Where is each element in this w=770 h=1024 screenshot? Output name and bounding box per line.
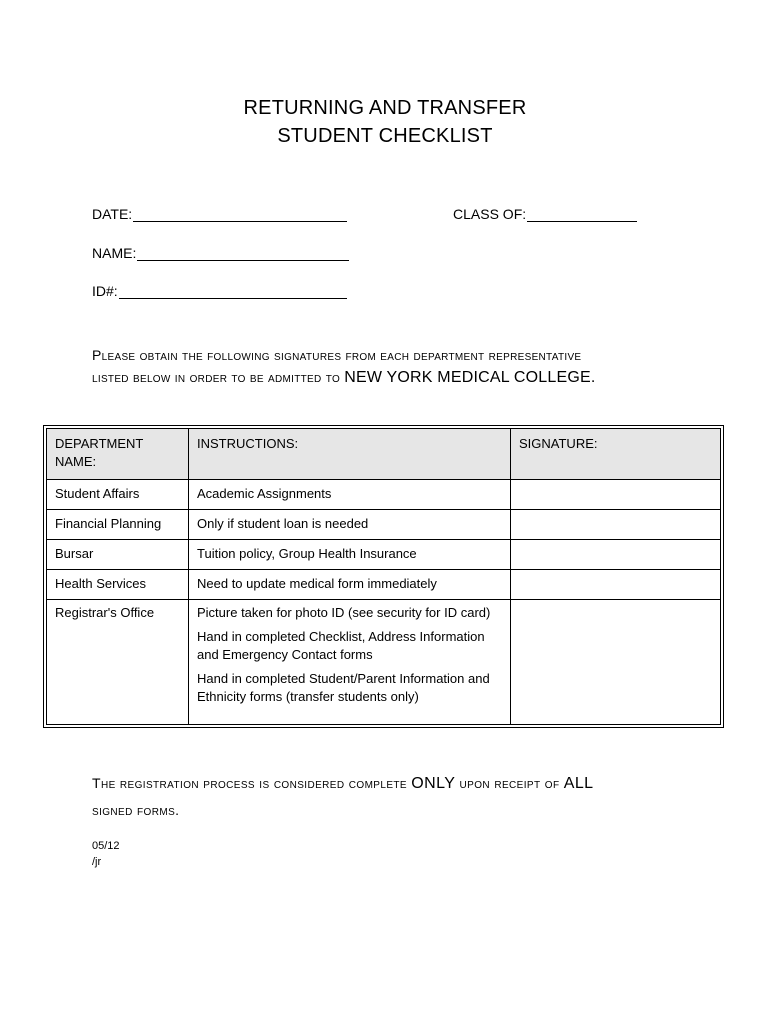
signature-table-frame	[43, 425, 724, 728]
note-only: ONLY	[411, 775, 456, 792]
instructions-cell: Tuition policy, Group Health Insurance	[189, 540, 511, 570]
table-row	[47, 570, 721, 600]
instructions-cell: Academic Assignments	[189, 480, 511, 510]
instructions-cell	[189, 600, 511, 725]
signature-cell[interactable]	[511, 510, 721, 540]
instruction-item: Hand in completed Student/Parent Information and Ethnicity forms (transfer students only)	[197, 671, 490, 704]
signature-cell[interactable]	[511, 540, 721, 570]
id-blank[interactable]	[119, 284, 347, 299]
instructions-cell: Need to update medical form immediately	[189, 570, 511, 600]
name-label: NAME:	[92, 245, 137, 261]
date-field[interactable]	[92, 206, 347, 222]
signature-cell[interactable]	[511, 570, 721, 600]
instruction-item: Hand in completed Checklist, Address Information and Emergency Contact forms	[197, 629, 485, 662]
header-instructions: INSTRUCTIONS:	[189, 429, 511, 480]
note-part-3: upon receipt of	[455, 775, 564, 791]
department-cell: Bursar	[47, 540, 189, 570]
department-cell: Registrar's Office	[47, 600, 189, 725]
id-label: ID#:	[92, 283, 118, 299]
table-row	[47, 480, 721, 510]
instruction-paragraph	[92, 344, 712, 389]
table-header-row	[47, 429, 721, 480]
header-department: DEPARTMENT NAME:	[47, 429, 189, 480]
instruction-line-2	[92, 366, 712, 389]
name-blank[interactable]	[137, 246, 349, 261]
instructions-cell: Only if student loan is needed	[189, 510, 511, 540]
table-row	[47, 600, 721, 725]
signature-cell[interactable]	[511, 600, 721, 725]
note-all: ALL	[563, 775, 594, 792]
id-field[interactable]	[92, 283, 347, 299]
note-part-5: signed forms.	[92, 802, 180, 818]
page-title	[0, 94, 770, 150]
title-line-1: RETURNING AND TRANSFER	[243, 97, 527, 119]
header-signature: SIGNATURE:	[511, 429, 721, 480]
date-blank[interactable]	[133, 207, 347, 222]
college-name: NEW YORK MEDICAL COLLEGE.	[344, 369, 596, 386]
table-row	[47, 540, 721, 570]
table-row	[47, 510, 721, 540]
class-of-label: CLASS OF:	[453, 206, 527, 222]
department-cell: Health Services	[47, 570, 189, 600]
author-initials: /jr	[92, 856, 102, 868]
department-cell: Financial Planning	[47, 510, 189, 540]
signature-cell[interactable]	[511, 480, 721, 510]
instruction-item: Picture taken for photo ID (see security for ID card)	[197, 605, 491, 620]
instruction-line-2-small: listed below in order to be admitted to	[92, 369, 345, 385]
title-line-2: STUDENT CHECKLIST	[277, 125, 493, 147]
class-of-blank[interactable]	[527, 207, 637, 222]
form-codes	[92, 838, 120, 870]
signature-table	[46, 428, 721, 725]
completion-note	[92, 770, 712, 824]
name-field[interactable]	[92, 245, 349, 261]
department-cell: Student Affairs	[47, 480, 189, 510]
note-part-1: The registration process is considered complete	[92, 775, 412, 791]
date-label: DATE:	[92, 206, 133, 222]
class-of-field[interactable]	[453, 206, 637, 222]
revision-date: 05/12	[92, 840, 120, 852]
instruction-line-1: Please obtain the following signatures from each department representative	[92, 347, 582, 363]
